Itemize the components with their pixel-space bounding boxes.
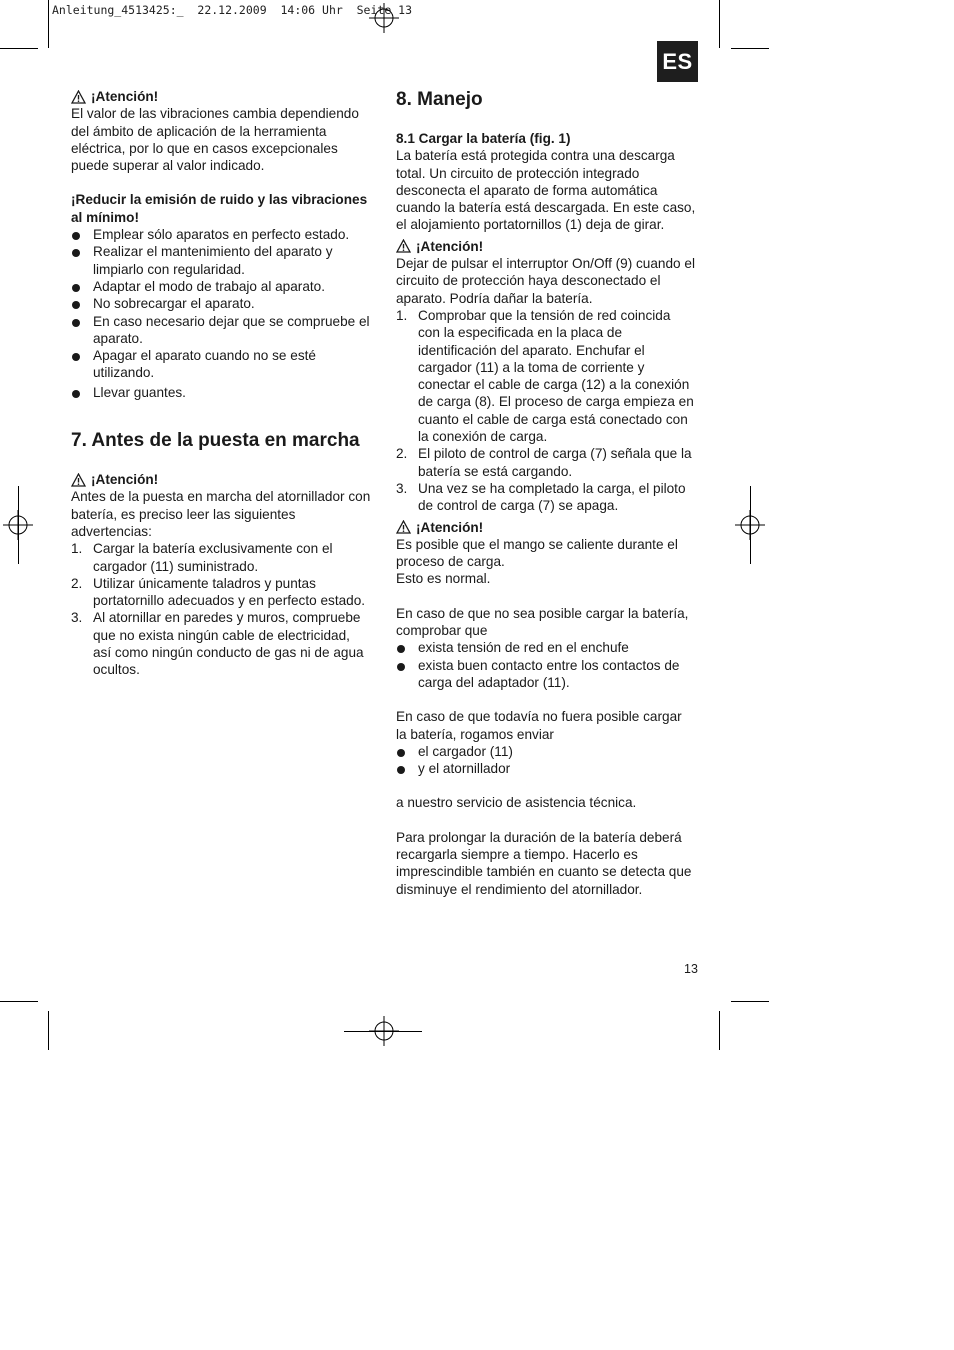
warning-heading bbox=[71, 471, 371, 488]
item-text: Cargar la batería exclusivamente con el cargador (11) suministrado. bbox=[93, 541, 333, 574]
crop-mark bbox=[719, 0, 720, 48]
item-number: 2. bbox=[396, 446, 408, 462]
list-item: Realizar el mantenimiento del aparato y limpiarlo con regularidad. bbox=[71, 243, 371, 278]
warning-heading bbox=[396, 238, 696, 255]
right-column bbox=[396, 88, 696, 898]
list-item bbox=[396, 307, 696, 445]
crop-mark bbox=[0, 1001, 38, 1002]
crop-mark bbox=[18, 486, 19, 564]
warning-triangle-icon bbox=[71, 473, 86, 487]
list-item: No sobrecargar el aparato. bbox=[71, 295, 371, 312]
subheading: ¡Reducir la emisión de ruido y las vibraciones al mínimo! bbox=[71, 192, 368, 225]
list-item: exista tensión de red en el enchufe bbox=[396, 639, 696, 656]
crop-mark bbox=[731, 48, 769, 49]
crop-mark bbox=[0, 48, 38, 49]
crop-mark bbox=[719, 1011, 720, 1050]
print-slug: Anleitung_4513425:_ 22.12.2009 14:06 Uhr Seite 13 bbox=[52, 3, 413, 17]
section-title: 8. Manejo bbox=[396, 89, 483, 110]
list-item: Adaptar el modo de trabajo al aparato. bbox=[71, 278, 371, 295]
paragraph: En caso de que todavía no fuera posible cargar la batería, rogamos enviar bbox=[396, 709, 682, 742]
item-number: 3. bbox=[71, 610, 83, 626]
list-item bbox=[396, 480, 696, 515]
crop-mark bbox=[344, 1031, 422, 1032]
item-number: 2. bbox=[71, 575, 83, 591]
language-tab: ES bbox=[657, 41, 698, 82]
bullet-list bbox=[71, 226, 371, 401]
warning-text: Esto es normal. bbox=[396, 571, 491, 587]
paragraph: La batería está protegida contra una descarga total. Un circuito de protección integrado desconecta el aparato de forma automática cuando la batería está descargada. En este caso, el alojamiento portatornillos (1) deja de girar. bbox=[396, 148, 696, 233]
section-title: 7. Antes de la puesta en marcha bbox=[71, 430, 360, 452]
warning-title: ¡Atención! bbox=[91, 472, 159, 488]
item-text: Utilizar únicamente taladros y puntas portatornillo adecuados y en perfecto estado. bbox=[93, 575, 366, 609]
warning-triangle-icon bbox=[396, 520, 411, 534]
page-number: 13 bbox=[684, 962, 698, 976]
list-item: el cargador (11) bbox=[396, 743, 696, 760]
warning-title: ¡Atención! bbox=[91, 89, 159, 104]
list-item bbox=[71, 540, 371, 575]
list-item bbox=[71, 609, 371, 678]
subheading: 8.1 Cargar la batería (fig. 1) bbox=[396, 131, 571, 146]
numbered-list bbox=[396, 307, 696, 515]
list-item bbox=[71, 575, 371, 610]
list-item: En caso necesario dejar que se compruebe el aparato. bbox=[71, 313, 371, 348]
warning-triangle-icon bbox=[396, 239, 411, 253]
crop-mark bbox=[750, 486, 751, 564]
bullet-list bbox=[396, 743, 696, 778]
bullet-list bbox=[396, 639, 696, 691]
crop-mark bbox=[731, 1001, 769, 1002]
list-item: Apagar el aparato cuando no se esté utilizando. bbox=[71, 347, 371, 382]
left-column bbox=[71, 88, 371, 679]
warning-text: Es posible que el mango se caliente durante el proceso de carga. bbox=[396, 536, 678, 570]
paragraph: a nuestro servicio de asistencia técnica. bbox=[396, 795, 637, 811]
warning-text: El valor de las vibraciones cambia dependiendo del ámbito de aplicación de la herramienta eléctrica, por lo que en casos excepcionales puede superar al valor indicado. bbox=[71, 106, 359, 174]
registration-mark-icon bbox=[369, 3, 399, 33]
warning-triangle-icon bbox=[71, 90, 86, 104]
crop-mark bbox=[48, 0, 49, 48]
item-number: 3. bbox=[396, 480, 408, 496]
paragraph: Para prolongar la duración de la batería deberá recargarla siempre a tiempo. Hacerlo es imprescindible también en cuanto se detecta que disminuye el rendimiento del atornillador. bbox=[396, 829, 692, 897]
list-item: Llevar guantes. bbox=[71, 384, 371, 401]
crop-mark bbox=[48, 1011, 49, 1050]
warning-heading bbox=[71, 88, 371, 105]
warning-text: Dejar de pulsar el interruptor On/Off (9) cuando el circuito de protección haya desconectado el aparato. Podría dañar la batería. bbox=[396, 256, 695, 306]
warning-title: ¡Atención! bbox=[416, 519, 484, 535]
list-item bbox=[396, 445, 696, 480]
item-number: 1. bbox=[396, 307, 408, 323]
item-text: Una vez se ha completado la carga, el piloto de control de carga (7) se apaga. bbox=[418, 480, 686, 514]
warning-title: ¡Atención! bbox=[416, 238, 484, 254]
list-item: exista buen contacto entre los contactos de carga del adaptador (11). bbox=[396, 657, 696, 692]
numbered-list bbox=[71, 540, 371, 678]
item-text: El piloto de control de carga (7) señala que la batería se está cargando. bbox=[418, 446, 692, 479]
item-text: Comprobar que la tensión de red coincida con la especificada en la placa de identificación del aparato. Enchufar el cargador (11) a la toma de corriente y conectar el cable de carga (12) a la conexión de carga (8). El proceso de carga empieza en cuanto el cable de carga está conectado con la conexión de carga. bbox=[418, 307, 694, 445]
paragraph: En caso de que no sea posible cargar la batería, comprobar que bbox=[396, 605, 689, 639]
list-item: y el atornillador bbox=[396, 760, 696, 777]
list-item: Emplear sólo aparatos en perfecto estado. bbox=[71, 226, 371, 243]
item-text: Al atornillar en paredes y muros, compruebe que no exista ningún cable de electricidad, así como ningún conducto de gas ni de agua ocultos. bbox=[93, 610, 364, 678]
warning-text: Antes de la puesta en marcha del atornillador con batería, es preciso leer las siguientes advertencias: bbox=[71, 489, 371, 539]
item-number: 1. bbox=[71, 541, 83, 557]
warning-heading bbox=[396, 519, 696, 536]
